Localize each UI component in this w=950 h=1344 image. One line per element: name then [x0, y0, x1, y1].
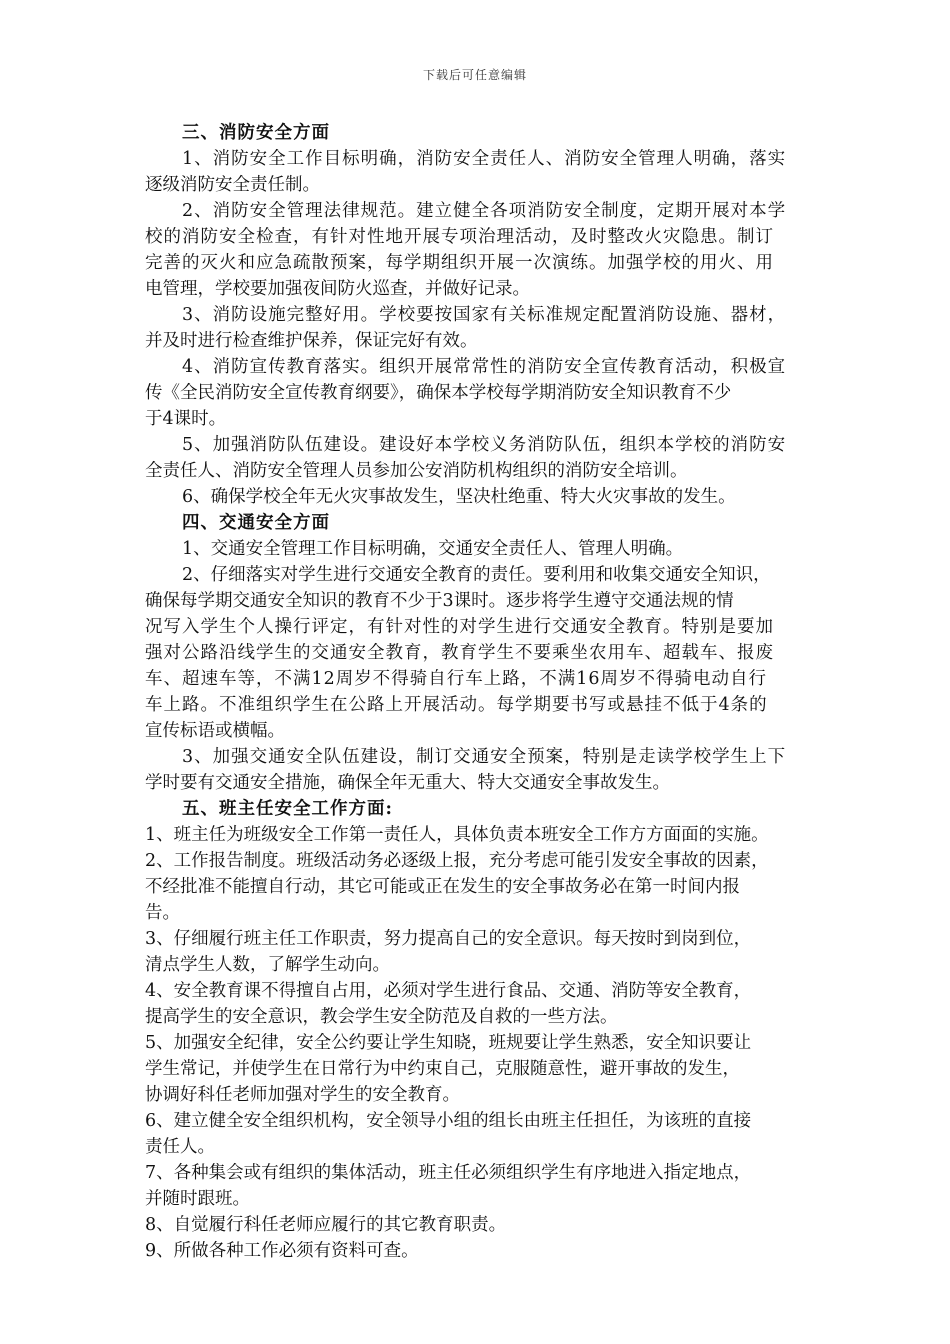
- paragraph-line: 校的消防安全检查，有针对性地开展专项治理活动，及时整改火灾隐患。制订: [145, 227, 774, 247]
- paragraph-line: 2、仔细落实对学生进行交通安全教育的责任。要利用和收集交通安全知识，: [182, 565, 771, 585]
- paragraph-line: 告。: [145, 903, 180, 923]
- paragraph-line: 学生常记，并使学生在日常行为中约束自己，克服随意性，避开事故的发生，: [145, 1059, 740, 1079]
- paragraph-line: 电管理，学校要加强夜间防火巡查，并做好记录。: [145, 279, 530, 299]
- paragraph-line: 5、加强安全纪律，安全公约要让学生知晓，班规要让学生熟悉，安全知识要让: [145, 1033, 752, 1053]
- paragraph-line: 1、交通安全管理工作目标明确，交通安全责任人、管理人明确。: [182, 539, 684, 559]
- paragraph-line: 9、所做各种工作必须有资料可查。: [145, 1241, 419, 1261]
- paragraph-line: 6、确保学校全年无火灾事故发生，坚决杜绝重、特大火灾事故的发生。: [182, 487, 736, 507]
- paragraph-line: 责任人。: [145, 1137, 215, 1157]
- paragraph-line: 5、加强消防队伍建设。建设好本学校义务消防队伍，组织本学校的消防安: [182, 435, 787, 455]
- paragraph-line: 并及时进行检查维护保养，保证完好有效。: [145, 331, 478, 351]
- paragraph-line: 1、班主任为班级安全工作第一责任人，具体负责本班安全工作方方面面的实施。: [145, 825, 769, 845]
- paragraph-line: 并随时跟班。: [145, 1189, 250, 1209]
- paragraph-line: 2、工作报告制度。班级活动务必逐级上报，充分考虑可能引发安全事故的因素，: [145, 851, 769, 871]
- section-heading-fire-safety: 三、消防安全方面: [182, 123, 330, 143]
- paragraph-line: 3、仔细履行班主任工作职责，努力提高自己的安全意识。每天按时到岗到位，: [145, 929, 752, 949]
- paragraph-line: 车上路。不准组织学生在公路上开展活动。每学期要书写或悬挂不低于4条的: [145, 695, 768, 715]
- paragraph-line: 协调好科任老师加强对学生的安全教育。: [145, 1085, 460, 1105]
- paragraph-line: 全责任人、消防安全管理人员参加公安消防机构组织的消防安全培训。: [145, 461, 688, 481]
- paragraph-line: 不经批准不能擅自行动，其它可能或正在发生的安全事故务必在第一时间内报: [145, 877, 740, 897]
- paragraph-line: 6、建立健全安全组织机构，安全领导小组的组长由班主任担任，为该班的直接: [145, 1111, 752, 1131]
- paragraph-line: 于4课时。: [145, 409, 227, 429]
- section-heading-head-teacher-safety: 五、班主任安全工作方面:: [182, 799, 393, 819]
- paragraph-line: 提高学生的安全意识，教会学生安全防范及自救的一些方法。: [145, 1007, 618, 1027]
- paragraph-line: 学时要有交通安全措施，确保全年无重大、特大交通安全事故发生。: [145, 773, 670, 793]
- paragraph-line: 4、安全教育课不得擅自占用，必须对学生进行食品、交通、消防等安全教育，: [145, 981, 752, 1001]
- paragraph-line: 完善的灭火和应急疏散预案，每学期组织开展一次演练。加强学校的用火、用: [145, 253, 774, 273]
- paragraph-line: 3、消防设施完整好用。学校要按国家有关标准规定配置消防设施、器材，: [182, 305, 787, 325]
- paragraph-line: 逐级消防安全责任制。: [145, 175, 320, 195]
- paragraph-line: 8、自觉履行科任老师应履行的其它教育职责。: [145, 1215, 507, 1235]
- paragraph-line: 4、消防宣传教育落实。组织开展常常性的消防安全宣传教育活动，积极宣: [182, 357, 787, 377]
- paragraph-line: 传《全民消防安全宣传教育纲要》，确保本学校每学期消防安全知识教育不少: [145, 383, 732, 403]
- page-header: 下载后可任意编辑: [422, 68, 527, 82]
- paragraph-line: 7、各种集会或有组织的集体活动，班主任必须组织学生有序地进入指定地点，: [145, 1163, 752, 1183]
- paragraph-line: 确保每学期交通安全知识的教育不少于3课时。逐步将学生遵守交通法规的情: [145, 591, 734, 611]
- paragraph-line: 1、消防安全工作目标明确，消防安全责任人、消防安全管理人明确，落实: [182, 149, 787, 169]
- section-heading-traffic-safety: 四、交通安全方面: [182, 513, 330, 533]
- paragraph-line: 况写入学生个人操行评定，有针对性的对学生进行交通安全教育。特别是要加: [145, 617, 774, 637]
- paragraph-line: 2、消防安全管理法律规范。建立健全各项消防安全制度，定期开展对本学: [182, 201, 787, 221]
- paragraph-line: 宣传标语或横幅。: [145, 721, 285, 741]
- document-body: [145, 120, 815, 1264]
- paragraph-line: 强对公路沿线学生的交通安全教育，教育学生不要乘坐农用车、超载车、报废: [145, 643, 774, 663]
- paragraph-line: 车、超速车等，不满12周岁不得骑自行车上路，不满16周岁不得骑电动自行: [145, 669, 768, 689]
- paragraph-line: 清点学生人数，了解学生动向。: [145, 955, 390, 975]
- paragraph-line: 3、加强交通安全队伍建设，制订交通安全预案，特别是走读学校学生上下: [182, 747, 787, 767]
